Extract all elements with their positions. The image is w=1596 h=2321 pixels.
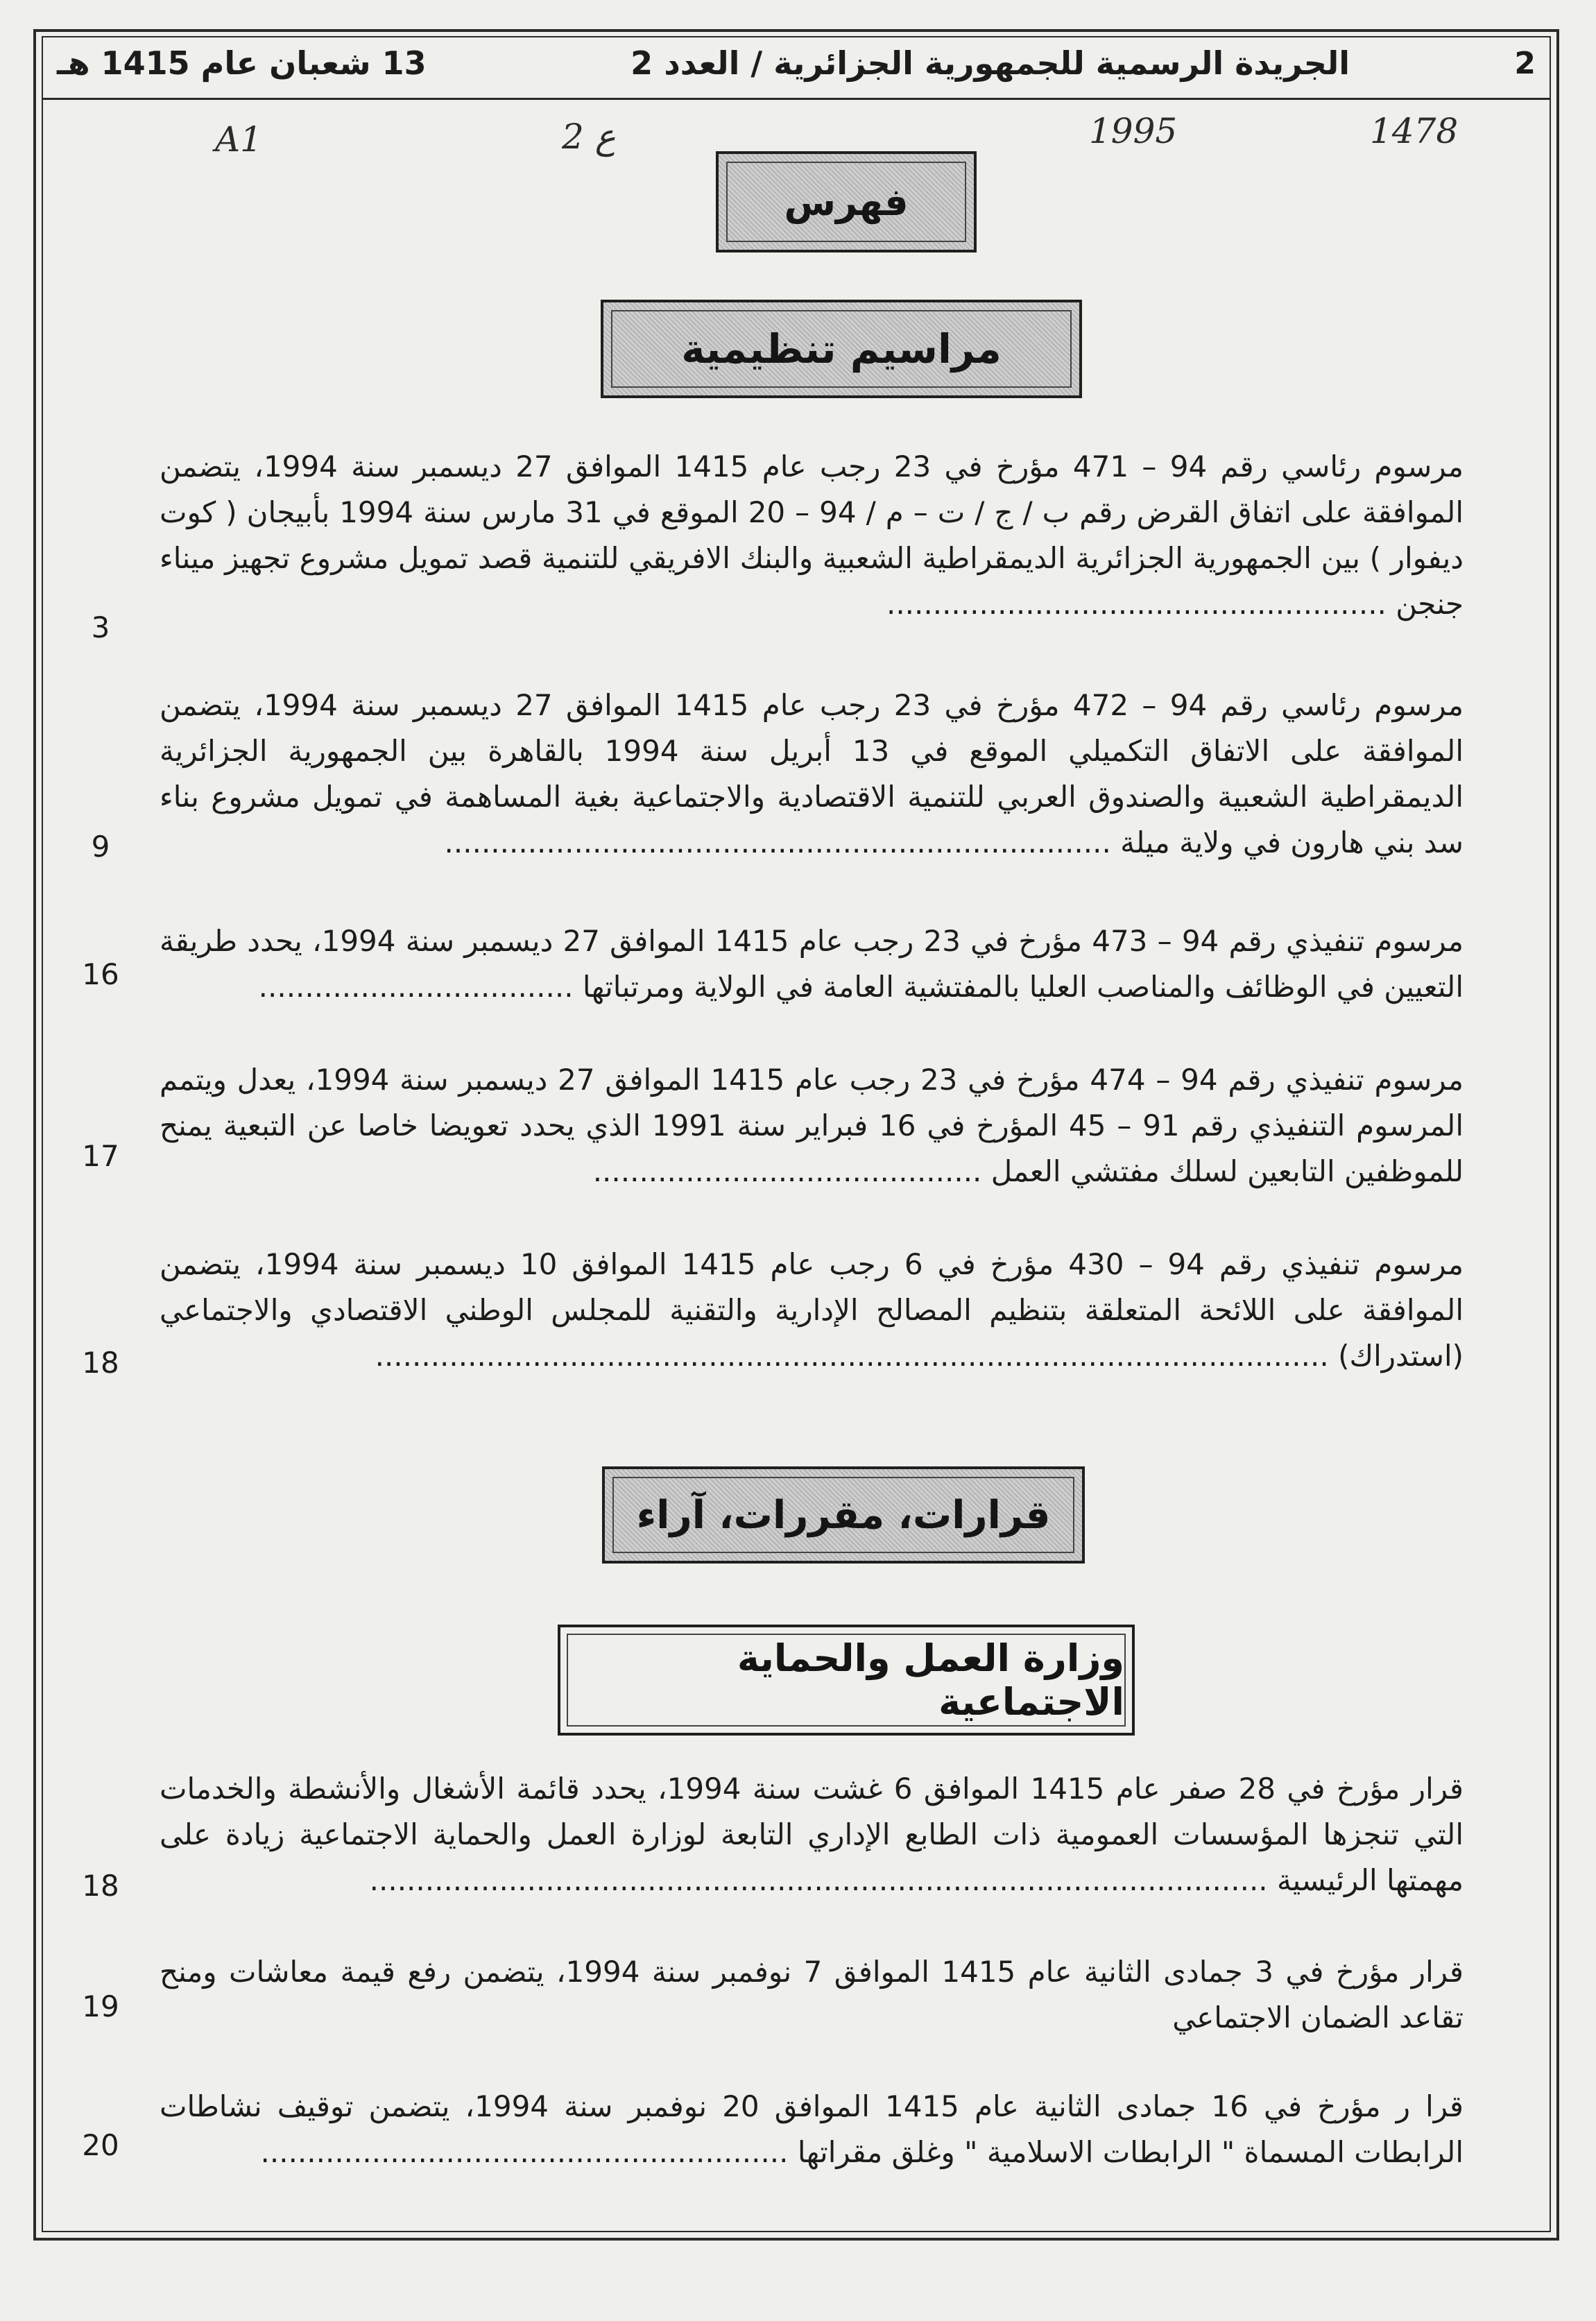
issue-date: 13 شعبان عام 1415 هـ	[57, 44, 427, 82]
dot-leader: .................................................................................................	[369, 1863, 1268, 1897]
toc-page-number: 9	[91, 830, 110, 864]
ministry-heading-box	[558, 1625, 1135, 1736]
toc-entry	[160, 683, 1464, 866]
index-heading-box	[716, 151, 977, 252]
toc-entry-text: مرسوم تنفيذي رقم 94 – 473 مؤرخ في 23 رجب عام 1415 الموافق 27 ديسمبر سنة 1994، يحدد طريقة التعيين في الوظائف والمناصب العليا بالمفتشية العامة في الولاية ومرتباتها	[160, 924, 1464, 1004]
toc-entry	[160, 444, 1464, 627]
toc-entry-text: مرسوم تنفيذي رقم 94 – 474 مؤرخ في 23 رجب عام 1415 الموافق 27 ديسمبر سنة 1994، يعدل ويتمم المرسوم التنفيذي رقم 91 – 45 المؤرخ في 16 فبراير سنة 1991 الذي يحدد تعويضا خاصا عن التبعية يمنح للموظفين التابعين لسلك مفتشي العمل	[160, 1063, 1464, 1188]
toc-entry-text: مرسوم رئاسي رقم 94 – 472 مؤرخ في 23 رجب عام 1415 الموافق 27 ديسمبر سنة 1994، يتضمن الموافقة على الاتفاق التكميلي الموقع في 13 أبريل سنة 1994 بالقاهرة بين الجمهورية الجزائرية الديمقراطية الشعبية والصندوق العربي للتنمية الاقتصادية والاجتماعية بغية المساهمة في تمويل مشروع بناء سد بني هارون في ولاية ميلة	[160, 688, 1464, 859]
toc-page-number: 19	[82, 1989, 119, 2023]
toc-page-number: 17	[82, 1139, 119, 1173]
toc-entry-text: قرار مؤرخ في 3 جمادى الثانية عام 1415 الموافق 7 نوفمبر سنة 1994، يتضمن رفع قيمة معاشات ومنح تقاعد الضمان الاجتماعي	[160, 1955, 1464, 2035]
index-heading: فهرس	[784, 180, 909, 224]
toc-entry	[160, 1242, 1464, 1379]
toc-entry-text: قرار مؤرخ في 28 صفر عام 1415 الموافق 6 غشت سنة 1994، يحدد قائمة الأشغال والأنشطة والخدمات التي تنجزها المؤسسات العمومية ذات الطابع الإداري التابعة لوزارة العمل والحماية الاجتماعية زيادة على مهمتها الرئيسية	[160, 1772, 1464, 1897]
dot-leader: ........................................................................	[444, 825, 1111, 859]
ministry-heading: وزارة العمل والحماية الاجتماعية	[737, 1636, 1124, 1724]
toc-entry-text: قرا ر مؤرخ في 16 جمادى الثانية عام 1415 الموافق 20 نوفمبر سنة 1994، يتضمن توقيف نشاطات الرابطات المسماة " الرابطات الاسلامية " وغلق مقراتها	[160, 2089, 1464, 2169]
toc-page-number: 18	[82, 1346, 119, 1380]
toc-entry	[160, 1766, 1464, 1903]
toc-page-number: 20	[82, 2128, 119, 2162]
dot-leader: ..........................................	[592, 1154, 982, 1188]
toc-entry	[160, 1057, 1464, 1194]
dot-leader: ......................................................	[886, 587, 1387, 621]
toc-page-number: 3	[91, 610, 110, 644]
toc-page-number: 16	[82, 957, 119, 991]
regulatory-decrees-heading: مراسيم تنظيمية	[681, 325, 1002, 372]
dot-leader: ..................................	[258, 970, 574, 1004]
regulatory-decrees-heading-box	[601, 300, 1082, 398]
dot-leader: .......................................................................................................	[375, 1339, 1329, 1373]
toc-entry	[160, 1949, 1464, 2041]
publication-title: الجريدة الرسمية للجمهورية الجزائرية / العدد 2	[630, 44, 1350, 82]
toc-entry	[160, 918, 1464, 1010]
dot-leader: .........................................................	[260, 2135, 789, 2169]
handwritten-year: 1995	[1089, 111, 1178, 151]
toc-entry-text: مرسوم تنفيذي رقم 94 – 430 مؤرخ في 6 رجب عام 1415 الموافق 10 ديسمبر سنة 1994، يتضمن الموافقة على اللائحة المتعلقة بتنظيم المصالح الإدارية والتقنية للمجلس الوطني الاقتصادي والاجتماعي (استدراك)	[160, 1247, 1464, 1373]
handwritten-note-center: 2 ع	[562, 117, 616, 157]
toc-page-number: 18	[82, 1869, 119, 1903]
page-header	[42, 36, 1551, 100]
handwritten-number: 1478	[1370, 111, 1459, 151]
page-number: 2	[1514, 46, 1536, 81]
toc-entry	[160, 2084, 1464, 2175]
decisions-heading: قرارات، مقررات، آراء	[636, 1492, 1051, 1538]
handwritten-note-a1: A1	[215, 119, 262, 160]
decisions-heading-box	[602, 1466, 1085, 1564]
toc-entry-text: مرسوم رئاسي رقم 94 – 471 مؤرخ في 23 رجب عام 1415 الموافق 27 ديسمبر سنة 1994، يتضمن الموافقة على اتفاق القرض رقم ب / ج / ت – م / 94 – 20 الموقع في 31 مارس سنة 1994 بأبيجان ( كوت ديفوار ) بين الجمهورية الجزائرية الديمقراطية الشعبية والبنك الافريقي للتنمية قصد تمويل مشروع تجهيز ميناء جنجن	[160, 449, 1464, 621]
